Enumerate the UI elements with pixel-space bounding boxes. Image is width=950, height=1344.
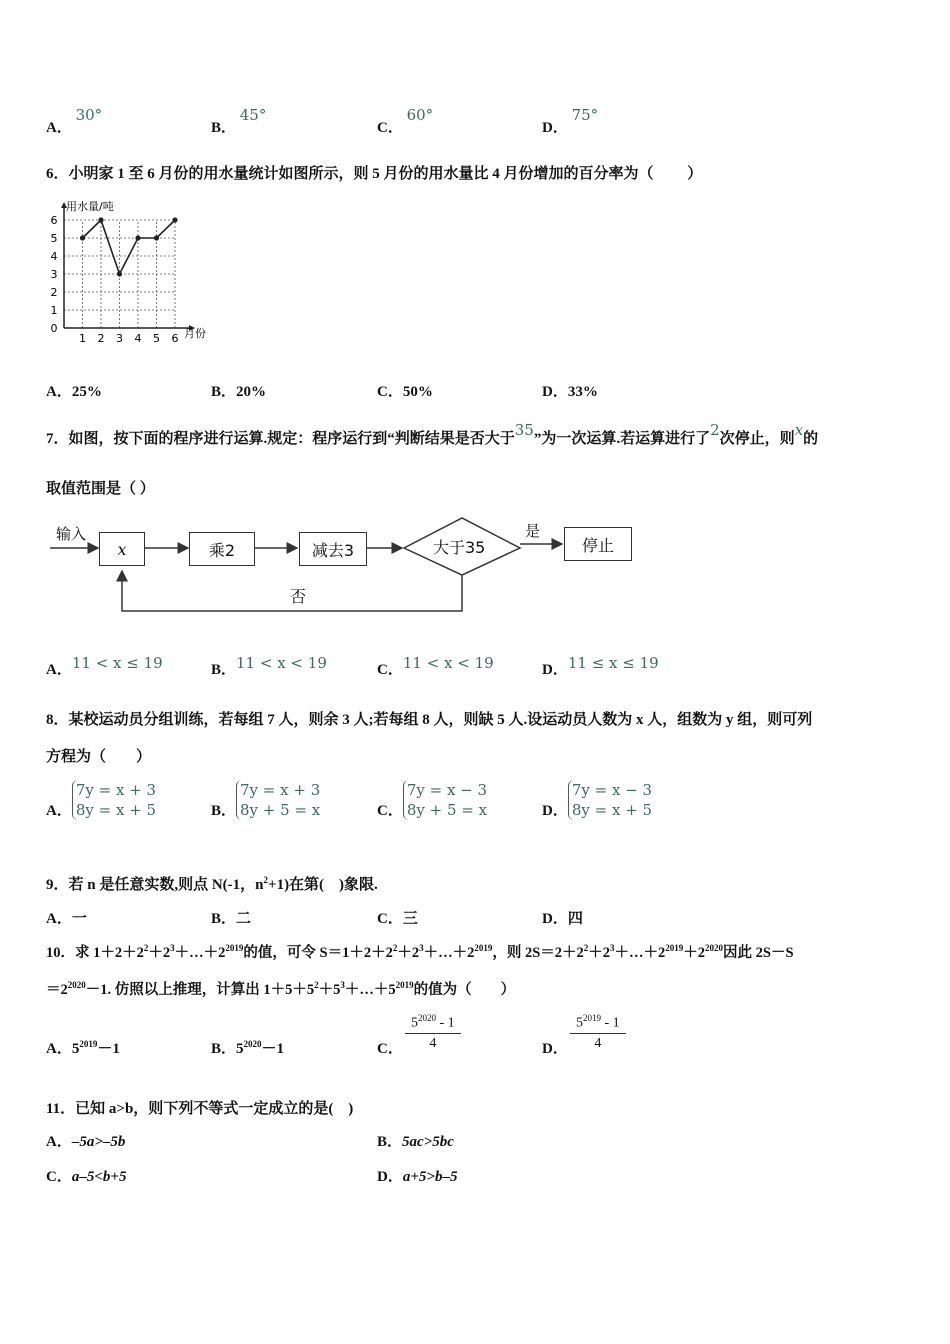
chart-y-label: 用水量/吨: [66, 200, 114, 213]
flow-stop-box: 停止: [564, 527, 632, 561]
numerator-tail: - 1: [436, 1015, 455, 1031]
option-label: D．: [542, 803, 568, 820]
q7-option-d[interactable]: [542, 654, 659, 679]
q10-option-c-fraction: [405, 1013, 461, 1052]
option-label: C．: [377, 911, 403, 927]
option-value: 11 < x < 19: [236, 654, 327, 672]
option-value: 一: [71, 911, 87, 927]
equation-1: 7y = x + 3: [240, 781, 321, 799]
q10-stem-line1: [46, 941, 794, 962]
q11-option-d[interactable]: [377, 1165, 457, 1186]
q10-option-d-fraction: [570, 1013, 626, 1052]
numerator-exponent: 2020: [418, 1013, 436, 1023]
option-label: B．: [377, 1134, 403, 1150]
equation-2: 8y = x + 5: [571, 801, 653, 819]
flow-condition-label: 大于35: [433, 538, 486, 557]
option-value: 75°: [571, 106, 599, 124]
q10-text: 因此 2S－S: [723, 945, 794, 961]
option-base: 5: [71, 1041, 80, 1057]
q6-stem: 6．小明家 1 至 6 月份的用水量统计如图所示，则 5 月份的用水量比 4 月份增加的百分率为（ ）: [46, 166, 703, 182]
option-exponent: 2020: [243, 1039, 262, 1049]
q10-text: 10．求 1＋2＋2: [46, 945, 144, 961]
equation-system: [568, 780, 652, 820]
fraction-numerator: [405, 1013, 461, 1034]
equation-system: [236, 780, 320, 820]
option-label: C．: [377, 120, 403, 136]
equation-1: 7y = x − 3: [571, 781, 653, 799]
x-tick-label: 2: [97, 332, 105, 345]
x-tick-label: 3: [116, 332, 123, 345]
q5-option-b[interactable]: [211, 106, 267, 137]
x-tick-label: 1: [79, 332, 86, 345]
option-value: 60°: [406, 106, 434, 124]
q10-text: ＋…＋2: [174, 945, 226, 961]
q9-option-c[interactable]: [377, 907, 418, 928]
q10-text: ，则 2S＝2＋2: [492, 945, 584, 961]
exponent: 2: [143, 943, 149, 954]
q11-option-c[interactable]: [46, 1165, 126, 1186]
flow-multiply-box: 乘2: [189, 532, 255, 566]
y-tick-label: 2: [50, 286, 58, 299]
data-point: [172, 217, 177, 222]
q10-text: ＋…＋5: [344, 982, 396, 998]
y-tick-label: 4: [50, 250, 58, 263]
flow-x-box: x: [99, 532, 145, 566]
flow-subtract-box: 减去3: [299, 532, 367, 566]
q10-text: －1. 仿照以上推理，计算出 1＋5＋5: [85, 982, 315, 998]
q10-text: ＋2: [148, 945, 171, 961]
option-tail: －1: [261, 1041, 285, 1057]
data-point: [80, 235, 85, 240]
q11-option-b[interactable]: [377, 1130, 454, 1151]
option-label: D．: [377, 1169, 403, 1185]
data-point: [154, 235, 159, 240]
y-tick-label: 6: [50, 214, 58, 227]
q10-text: ＋5: [318, 982, 341, 998]
option-value: 20%: [236, 384, 267, 400]
option-label: A．: [46, 662, 72, 678]
chart-series: [80, 217, 178, 276]
q10-text: ＋…＋2: [423, 945, 475, 961]
fraction-numerator: [570, 1013, 626, 1034]
q10-text: ＝2: [46, 982, 68, 998]
q9-text: 9．若 n 是任意实数,则点 N(-1，n: [46, 877, 264, 893]
option-value: 25%: [71, 384, 102, 400]
exponent: 2020: [705, 943, 724, 954]
option-label: D．: [542, 384, 568, 400]
q9-superscript: 2: [263, 875, 269, 885]
x-tick-label: 4: [134, 332, 142, 345]
option-label: B．: [211, 911, 237, 927]
q5-option-d[interactable]: [542, 106, 599, 137]
equation-1: 7y = x + 3: [75, 781, 157, 799]
q10-text: ＋2: [683, 945, 706, 961]
exponent: 3: [610, 943, 615, 954]
q7-number-2: 2: [710, 421, 720, 439]
q7-text: ”为一次运算.若运算进行了: [533, 431, 711, 447]
option-label: B．: [211, 1041, 237, 1057]
q10-option-d[interactable]: [542, 1037, 568, 1058]
exponent: 3: [170, 943, 175, 954]
q10-option-b[interactable]: [211, 1037, 284, 1058]
x-tick-label: 6: [171, 332, 179, 345]
option-value: a–5<b+5: [71, 1169, 127, 1185]
numerator-exponent: 2019: [583, 1013, 601, 1023]
numerator-tail: - 1: [601, 1015, 620, 1031]
q8-stem-line1: 8．某校运动员分组训练，若每组 7 人，则余 3 人;若每组 8 人，则缺 5 人.设运动员人数为 x 人，组数为 y 组，则可列: [46, 712, 813, 728]
exponent: 3: [340, 980, 345, 991]
chart-ticks: [51, 214, 179, 345]
option-value: 50%: [402, 384, 433, 400]
q9-option-d[interactable]: [542, 907, 583, 928]
option-label: A．: [46, 384, 72, 400]
equation-2: 8y + 5 = x: [406, 801, 488, 819]
option-value: 四: [567, 911, 583, 927]
option-value: 11 < x < 19: [402, 654, 494, 672]
option-label: B．: [211, 803, 237, 820]
q5-option-a[interactable]: [46, 106, 103, 137]
option-label: A．: [46, 911, 72, 927]
y-tick-label: 1: [50, 304, 58, 317]
q7-text: 的: [803, 431, 819, 447]
option-exponent: 2019: [79, 1039, 98, 1049]
option-tail: －1: [97, 1041, 120, 1057]
equation-1: 7y = x − 3: [406, 781, 488, 799]
option-label: B．: [211, 384, 237, 400]
option-value: –5a>–5b: [71, 1134, 126, 1150]
option-value: 33%: [567, 384, 598, 400]
fraction-denominator: 4: [429, 1035, 437, 1051]
q7-text: 7．如图，按下面的程序进行运算.规定：程序运行到“判断结果是否大于: [46, 431, 515, 447]
q11-option-a[interactable]: [46, 1130, 125, 1151]
option-label: C．: [377, 803, 403, 820]
q10-stem-line2: [46, 978, 515, 999]
y-tick-label: 5: [50, 232, 58, 245]
exponent: 2019: [225, 943, 244, 954]
q8-option-d[interactable]: [542, 780, 652, 820]
q8-option-b[interactable]: [211, 780, 320, 820]
option-value: 11 ≤ x ≤ 19: [567, 654, 659, 672]
option-value: 45°: [239, 106, 267, 124]
q7-text: 次停止，则: [719, 431, 795, 447]
exponent: 2019: [474, 943, 493, 954]
option-label: D．: [542, 120, 568, 136]
data-point: [98, 217, 103, 222]
numerator-base: 5: [576, 1015, 583, 1031]
exponent: 2: [583, 943, 589, 954]
q6-option-c[interactable]: [377, 380, 433, 401]
option-label: B．: [211, 662, 237, 678]
option-value: 三: [402, 911, 418, 927]
option-value: 11 < x ≤ 19: [71, 654, 163, 672]
exponent: 2019: [665, 943, 684, 954]
q5-option-c[interactable]: [377, 106, 434, 137]
q7-option-c[interactable]: [377, 654, 494, 679]
equation-system: [72, 780, 156, 820]
q10-text: 的值为（ ）: [413, 982, 516, 998]
option-label: B．: [211, 120, 237, 136]
option-label: C．: [377, 1041, 403, 1057]
numerator-base: 5: [411, 1015, 418, 1031]
q9-stem: [46, 873, 378, 894]
q8-option-c[interactable]: [377, 780, 487, 820]
q6-option-a[interactable]: [46, 380, 102, 401]
q6-option-d[interactable]: [542, 380, 598, 401]
equation-2: 8y = x + 5: [75, 801, 157, 819]
q9-option-b[interactable]: [211, 907, 251, 928]
chart-x-label: 月份: [184, 327, 206, 340]
q7-option-b[interactable]: [211, 654, 327, 679]
q10-text: ＋2: [588, 945, 611, 961]
option-label: A．: [46, 1041, 72, 1057]
option-value: 5ac>5bc: [402, 1134, 454, 1150]
option-value: 二: [236, 911, 252, 927]
exponent: 2: [314, 980, 319, 991]
exponent: 2020: [67, 980, 86, 991]
option-label: C．: [46, 1169, 72, 1185]
option-value: a+5>b–5: [402, 1169, 458, 1185]
option-label: C．: [377, 384, 403, 400]
q10-text: ＋…＋2: [614, 945, 666, 961]
series-line: [83, 220, 176, 274]
x-tick-label: 5: [153, 332, 160, 345]
option-label: D．: [542, 1041, 568, 1057]
q7-number-35: 35: [514, 421, 534, 439]
flow-yes-label: 是: [525, 522, 541, 540]
option-label: D．: [542, 662, 568, 678]
option-base: 5: [236, 1041, 244, 1057]
option-value: 30°: [75, 106, 103, 124]
equation-2: 8y + 5 = x: [240, 801, 321, 819]
q9-option-a[interactable]: [46, 907, 87, 928]
q10-text: 的值，可令 S＝1＋2＋2: [243, 945, 393, 961]
equation-system: [403, 780, 487, 820]
q10-option-a[interactable]: [46, 1037, 120, 1058]
q10-text: ＋2: [397, 945, 420, 961]
y-tick-label: 3: [50, 268, 58, 281]
option-label: A．: [46, 803, 72, 820]
option-label: C．: [377, 662, 403, 678]
flow-no-label: 否: [290, 587, 307, 606]
water-usage-chart: [44, 196, 244, 346]
q7-option-a[interactable]: [46, 654, 163, 679]
q7-stem-line1: [46, 421, 819, 448]
exponent: 2: [392, 943, 398, 954]
option-label: A．: [46, 120, 72, 136]
exponent: 2019: [395, 980, 414, 991]
option-label: A．: [46, 1134, 72, 1150]
q7-variable-x: x: [794, 421, 804, 439]
q9-text: +1)在第( )象限.: [268, 877, 378, 893]
y-tick-label: 0: [50, 322, 58, 335]
q7-stem-line2: 取值范围是（ ）: [46, 481, 155, 497]
fraction-denominator: 4: [594, 1035, 602, 1051]
q10-option-c[interactable]: [377, 1037, 403, 1058]
q8-option-a[interactable]: [46, 780, 156, 820]
data-point: [117, 271, 122, 276]
data-point: [135, 235, 140, 240]
option-label: D．: [542, 911, 568, 927]
q11-stem: 11．已知 a>b，则下列不等式一定成立的是( ): [46, 1101, 354, 1117]
flow-input-label: 输入: [56, 525, 87, 543]
q6-option-b[interactable]: [211, 380, 266, 401]
q8-stem-line2: 方程为（ ）: [46, 749, 152, 765]
exponent: 3: [419, 943, 424, 954]
